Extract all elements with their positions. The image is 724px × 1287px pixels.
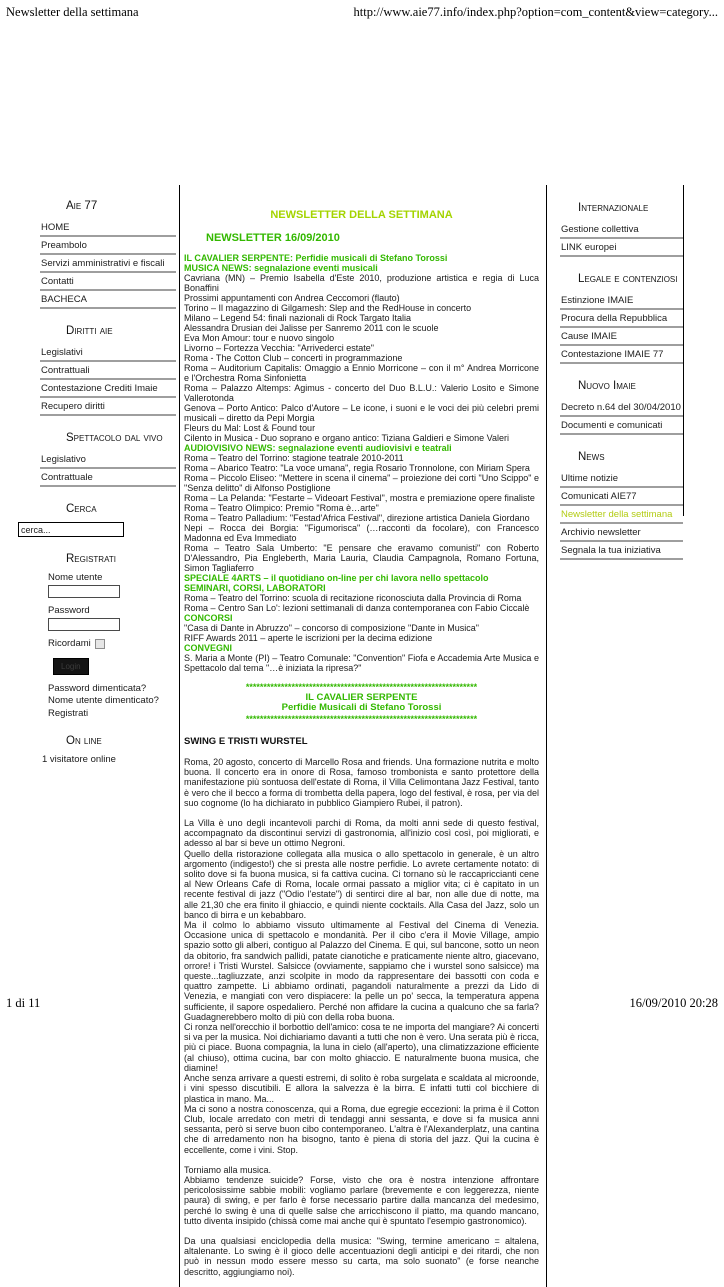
sidebar-menu-item[interactable]: Preambolo: [40, 237, 176, 255]
menu-module-legale: [560, 273, 683, 364]
left-sidebar: [40, 200, 176, 781]
menu-list-legale: [560, 292, 683, 364]
search-header: Cerca: [66, 503, 97, 515]
newsletter-line: Roma – Teatro del Torrino: stagione teatrale 2010-2011: [184, 453, 404, 463]
sidebar-menu-item[interactable]: Newsletter della settimana: [560, 506, 683, 524]
separator-stars-bottom: ******************************************************************: [245, 713, 478, 724]
newsletter-line: Prossimi appuntamenti con Andrea Ceccomori (flauto): [184, 293, 400, 303]
newsletter-line: Roma – Auditorium Capitalis: Omaggio a Ennio Morricone – con il m° Andrea Morricone e l'Orchestra Roma Sinfonietta: [184, 363, 539, 383]
sidebar-menu-item[interactable]: Contestazione Crediti Imaie: [40, 380, 176, 398]
sidebar-menu-item[interactable]: Documenti e comunicati: [560, 417, 683, 435]
newsletter-line: CONCORSI: [184, 613, 233, 623]
sidebar-menu-item[interactable]: Legislativo: [40, 451, 176, 469]
menu-header-internazionale: Internazionale: [578, 202, 649, 214]
password-label: Password: [48, 605, 90, 616]
newsletter-line: Roma – Piccolo Eliseo: "Mettere in scena il cinema" – proiezione dei corti "Uno Scippo" e "Senza delitto" di Alfonso Postiglione: [184, 473, 539, 493]
newsletter-line: Roma – Palazzo Altemps: Agimus - concerto del Duo B.L.U.: Valerio Losito e Simone Vallerotonda: [184, 383, 539, 403]
login-header: Registrati: [66, 553, 116, 565]
newsletter-line: Roma - The Cotton Club – concerti in programmazione: [184, 353, 403, 363]
sidebar-menu-item[interactable]: Cause IMAIE: [560, 328, 683, 346]
online-header: On line: [66, 734, 102, 747]
menu-module-news: [560, 451, 683, 560]
search-module: [40, 503, 176, 537]
article-paragraph: La Villa è uno degli incantevoli parchi di Roma, da molti anni sede di questo festival, accompagnato da discontinui servizi di gastronomia, all'inizio così così, poi migliorati, e adesso al bar si beve un ottimo Negroni.: [184, 818, 539, 849]
separator-title: IL CAVALIER SERPENTE: [305, 691, 418, 703]
article-paragraph: Ci ronza nell'orecchio il borbottio dell'amico: cosa te ne importa del mangiare? Ai concerti si va per la musica. Noi dichiariamo davanti a tutti che non è vero. Una serata più è ricca, più ci piace. Buona compagnia, la luna in cielo (all'aperto), una climatizzazione efficiente (al chiuso), ottima cucina, bar con molto ghiaccio. E naturalmente buona musica, che diamine!: [184, 1022, 539, 1073]
print-footer-page: 1 di 11: [6, 996, 41, 1010]
menu-module-nuovo-imaie: [560, 380, 683, 435]
article-paragraph: Ma il colmo lo abbiamo vissuto ultimamente al Festival del Cinema di Venezia. Occasione unica di spettacolo e mondanità. Per il cibo c'era il Movie Village, ampio spazio sotto gli alberi, contiguo al Palazzo del Cinema. E qui, sul bancone, sotto un neon da obitorio, fra sandwich pallidi, patate cianotiche e praticamente niente altro, giacevano, orrore! i Tristi Wurstel. Salsicce (ovviamente, sappiamo che i wurstel sono salsicce) ma queste...tagliuzzate, anzi scolpite in modo da rappresentare dei bassotti con coda e quattro zampette. Li abbiamo ordinati, pagandoli naturalmente a prezzi da Lido di Venezia, e mangiati con vero dispiacere: la pelle un po' secca, la temperatura appena sufficiente, il sapore ospedaliero. Perché non affidare la cucina a qualcuno che sa farla? Guadagnerebbero molto di più con della roba buona.: [184, 920, 539, 1022]
sidebar-menu-item[interactable]: Contrattuale: [40, 469, 176, 487]
newsletter-line: Roma – La Pelanda: "Festarte – Videoart Festival", mostra e premiazione opere finaliste: [184, 493, 535, 503]
sidebar-menu-item[interactable]: Archivio newsletter: [560, 524, 683, 542]
username-field[interactable]: [48, 585, 120, 598]
sidebar-menu-item[interactable]: Legislativi: [40, 344, 176, 362]
menu-module-spettacolo: [40, 432, 176, 487]
separator-stars-top: ******************************************************************: [245, 682, 478, 692]
newsletter-line: Genova – Porto Antico: Palco d'Autore – Le icone, i suoni e le voci dei più celebri premi musicali – diretto da Pepi Morgia: [184, 403, 539, 423]
article-paragraph: Quello della ristorazione collegata alla musica o allo spettacolo in generale, è un altro argomento (indigesto!) che si presta alle nostre perfidie. Lo avrete certamente notato: di solito dove si fa buona musica, si fa cattiva cucina. Ci tornano sù le raccapriccianti cene al New Orleans Cafe di Roma, locale ormai passato a miglior vita; ci è capitato in un recente festival di jazz ("Odio l'estate") di sentirci dire al bar, non alle due di notte, ma alle 21,30 che era finito il ghiaccio, e quindi niente cocktails. Alla Casa del Jazz, solo un banco di birra e un kebabbaro.: [184, 848, 539, 920]
newsletter-line: MUSICA NEWS: segnalazione eventi musicali: [184, 263, 378, 273]
menu-list-nuovo-imaie: [560, 399, 683, 435]
online-status: 1 visitatore online: [42, 753, 116, 765]
sidebar-menu-item[interactable]: Servizi amministrativi e fiscali: [40, 255, 176, 273]
article-paragraph: Ma ci sono a nostra conoscenza, qui a Roma, due egregie eccezioni: la prima è il Cotton Club, locale arredato con metri di tendaggi anni sessanta, e dove si fa musica anni sessanta, però si serve buon cibo contemporaneo. L'altra è l'Alexanderplatz, una cantina che di arredamento non ha bisogno, tanto è piena di storia del jazz. Qui la cucina è eccellente, come i vini. Stop.: [184, 1103, 539, 1155]
main-content: [179, 185, 547, 1287]
menu-list-aie77: [40, 219, 176, 309]
sidebar-menu-item[interactable]: LINK europei: [560, 239, 683, 257]
article-body: [184, 757, 539, 1277]
menu-header-spettacolo: Spettacolo dal vivo: [66, 432, 163, 444]
print-footer-timestamp: 16/09/2010 20:28: [629, 996, 718, 1010]
sidebar-menu-item[interactable]: Recupero diritti: [40, 398, 176, 416]
sidebar-menu-item[interactable]: Contrattuali: [40, 362, 176, 380]
newsletter-line: Roma – Teatro Olimpico: Premio "Roma è…arte": [184, 503, 379, 513]
remember-row: [48, 638, 176, 649]
article-paragraph: Abbiamo tendenze suicide? Forse, visto che ora è nostra intenzione affrontare pericolosissime sabbie mobili: vogliamo parlare (brevemente e con leggerezza, niente paura) di swing, e per farlo è forse necessario partire dalla mancanza del medesimo, perché lo swing è una di quelle salse che arricchiscono il piatto, ma quando mancano, tutto diventa insipido (chissà come mai anche qui è spuntato l'esempio gastronomico).: [184, 1174, 539, 1226]
menu-list-internazionale: [560, 221, 683, 257]
newsletter-line: IL CAVALIER SERPENTE: Perfidie musicali di Stefano Torossi: [184, 253, 448, 263]
login-link[interactable]: Password dimenticata?: [48, 682, 147, 694]
sidebar-menu-item[interactable]: Gestione collettiva: [560, 221, 683, 239]
newsletter-line: Roma – Teatro Palladium: "Festad'Africa Festival", direzione artistica Daniela Giordano: [184, 513, 530, 523]
remember-label: Ricordami: [48, 638, 91, 649]
newsletter-line: Roma – Teatro Sala Umberto: "E pensare che eravamo comunisti" con Roberto D'Alessandro, Pia Engleberth, Maria Lauria, Claudia Campagnola, Romano Fortuna, Simon Tagliaferro: [184, 543, 539, 573]
login-links: [40, 683, 176, 719]
menu-header-legale: Legale e contenziosi: [578, 273, 678, 285]
menu-module-internazionale: [560, 202, 683, 257]
newsletter-line: Cilento in Musica - Duo soprano e organo antico: Tiziana Galdieri e Simone Valeri: [184, 433, 510, 443]
article-title: SWING E TRISTI WURSTEL: [184, 736, 308, 747]
article-paragraph: Anche senza arrivare a questi estremi, di solito è roba surgelata e scaldata al microonde, i vini spesso discutibili. E allora la salvezza è la birra. E infatti tutti col bicchiere di plastica in mano. Ma...: [184, 1073, 539, 1104]
username-label: Nome utente: [48, 572, 103, 583]
menu-module-diritti: [40, 325, 176, 416]
newsletter-line: AUDIOVISIVO NEWS: segnalazione eventi audiovisivi e teatrali: [184, 443, 452, 453]
login-module: [40, 553, 176, 719]
menu-header-diritti: Diritti aie: [66, 325, 113, 337]
article-paragraph: Da una qualsiasi enciclopedia della musica: "Swing, termine americano = altalena, altalenante. Lo swing è il gioco delle accentuazioni degli anticipi e dei ritardi, che non può in nessun modo essere messo su carta, ma solo suonato" (e forse neanche descritto, aggiungiamo noi).: [184, 1235, 539, 1277]
newsletter-line: Alessandra Drusian dei Jalisse per Sanremo 2011 con le scuole: [184, 323, 439, 333]
menu-header-nuovo-imaie: Nuovo Imaie: [578, 380, 636, 392]
sidebar-menu-item[interactable]: BACHECA: [40, 291, 176, 309]
menu-list-spettacolo: [40, 451, 176, 487]
newsletter-line: Eva Mon Amour: tour e nuovo singolo: [184, 333, 335, 343]
sidebar-menu-item[interactable]: Decreto n.64 del 30/04/2010: [560, 399, 683, 417]
sidebar-menu-item[interactable]: Ultime notizie: [560, 470, 683, 488]
newsletter-line: RIFF Awards 2011 – aperte le iscrizioni per la decima edizione: [184, 633, 433, 643]
newsletter-line: Fleurs du Mal: Lost & Found tour: [184, 423, 316, 433]
menu-header-news: News: [578, 451, 605, 463]
newsletter-summary-list: [184, 253, 539, 673]
menu-module-aie77: [40, 200, 176, 309]
sidebar-menu-item[interactable]: Procura della Repubblica: [560, 310, 683, 328]
separator-subtitle: Perfidie Musicali di Stefano Torossi: [281, 702, 442, 713]
newsletter-date-heading: NEWSLETTER 16/09/2010: [206, 232, 340, 244]
menu-list-diritti: [40, 344, 176, 416]
article-paragraph: Torniamo alla musica.: [184, 1164, 272, 1175]
menu-header-aie77: Aie 77: [66, 200, 98, 212]
newsletter-line: Cavriana (MN) – Premio Isabella d'Este 2010, produzione artistica e regia di Luca Bonaffini: [184, 273, 539, 293]
print-header-url: http://www.aie77.info/index.php?option=com_content&view=category...: [353, 5, 718, 19]
login-link[interactable]: Registrati: [48, 707, 89, 719]
search-input[interactable]: [18, 522, 124, 537]
newsletter-line: CONVEGNI: [184, 643, 233, 653]
newsletter-line: S. Maria a Monte (PI) – Teatro Comunale: "Convention" Fiofa e Accademia Arte Musica e Spettacolo dal tema "…è iniziata la ripresa?": [184, 653, 539, 673]
sidebar-menu-item[interactable]: Contestazione IMAIE 77: [560, 346, 683, 364]
newsletter-line: Nepi – Rocca dei Borgia: "Figumorisca" (…racconti da focolare), con Francesco Madonna ed Eva Immediato: [184, 523, 539, 543]
newsletter-line: Roma – Teatro del Torrino: scuola di recitazione riconosciuta dalla Provincia di Roma: [184, 593, 522, 603]
newsletter-line: Roma – Centro San Lo': lezioni settimanali di danza contemporanea con Fabio Ciccalè: [184, 603, 530, 613]
password-field[interactable]: [48, 618, 120, 631]
right-sidebar: [560, 185, 684, 556]
page-title: NEWSLETTER DELLA SETTIMANA: [270, 209, 453, 221]
remember-checkbox[interactable]: [95, 639, 105, 649]
sidebar-menu-item[interactable]: Contatti: [40, 273, 176, 291]
newsletter-line: Roma – Abarico Teatro: "La voce umana", regia Rosario Tronnolone, con Miriam Spera: [184, 463, 530, 473]
login-link[interactable]: Nome utente dimenticato?: [48, 695, 159, 706]
separator-block: [184, 682, 539, 724]
sidebar-menu-item[interactable]: HOME: [40, 219, 176, 237]
newsletter-line: SPECIALE 4ARTS – il quotidiano on-line per chi lavora nello spettacolo: [184, 573, 489, 583]
print-header: [6, 5, 718, 20]
menu-list-news: [560, 470, 683, 560]
sidebar-menu-item[interactable]: Estinzione IMAIE: [560, 292, 683, 310]
newsletter-line: Livorno – Fortezza Vecchia: "Arrivederci estate": [184, 343, 374, 353]
article-paragraph: Roma, 20 agosto, concerto di Marcello Rosa and friends. Una formazione nutrita e molto buona. Il concerto era in onore di Rosa, famoso trombonista e santo protettore della manifestazione più sontuosa dell'estate di Roma, il Villa Celimontana Jazz Festival, tanto è vero che il becco a forma di trombetta della papera, logo del festival, è rosa, per via del suo cognome (lo ha dichiarato in pubblico Giampiero Rubei, il patron).: [184, 757, 539, 808]
newsletter-line: SEMINARI, CORSI, LABORATORI: [184, 583, 326, 593]
sidebar-menu-item[interactable]: Segnala la tua iniziativa: [560, 542, 683, 560]
sidebar-menu-item[interactable]: Comunicati AIE77: [560, 488, 683, 506]
newsletter-line: Milano – Legend 54: finali nazionali di Rock Targato Italia: [184, 313, 411, 323]
newsletter-line: "Casa di Dante in Abruzzo" – concorso di composizione "Dante in Musica": [184, 623, 479, 633]
newsletter-line: Torino – Il magazzino di Gilgamesh: Slep and the RedHouse in concerto: [184, 303, 472, 313]
login-button[interactable]: Login: [53, 658, 89, 675]
online-module: [40, 735, 176, 765]
print-header-title: Newsletter della settimana: [6, 5, 139, 19]
print-footer: [6, 996, 718, 1011]
